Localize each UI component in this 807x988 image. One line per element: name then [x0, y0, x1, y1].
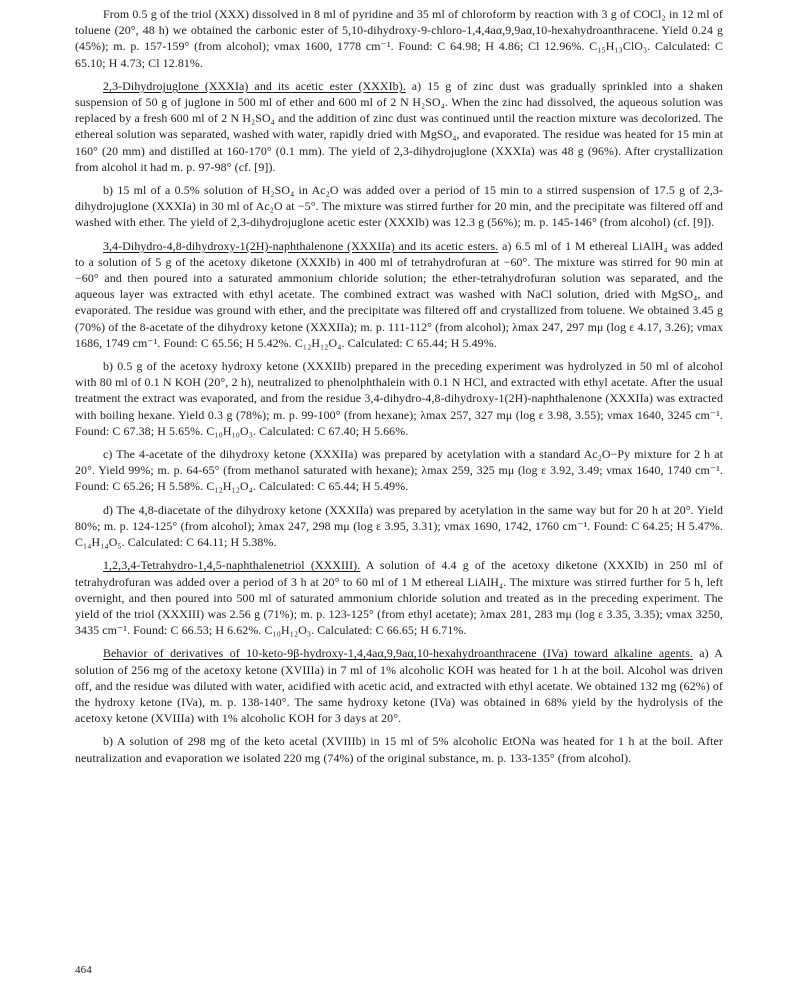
paragraph-alkaline-behavior	[75, 645, 723, 726]
paragraph-text: From 0.5 g of the triol (XXX) dissolved in 8 ml of pyridine and 35 ml of chloroform by reaction with 3 g of COCl₂ in 12 ml of toluene (20°, 48 h) we obtained the carbonic ester of 5,10-dihydroxy-9-chloro-1,4,4aα,9,9aα,10-hexahydroanthracene. Yield 0.24 g (45%); m. p. 157-159° (from alcohol); νmax 1600, 1778 cm⁻¹. Found: C 64.98; H 4.86; Cl 12.96%. C₁₅H₁₃ClO₃. Calculated: C 65.10; H 4.73; Cl 12.81%.	[75, 7, 723, 70]
paragraph-dihydrojuglone-acetate	[75, 182, 723, 231]
paragraph-diacetate	[75, 502, 723, 551]
paragraph-hydrolysis	[75, 358, 723, 439]
paragraph-naphthalenone	[75, 238, 723, 351]
text-block	[75, 6, 723, 773]
paragraph-4-acetate	[75, 446, 723, 495]
paragraph-text: b) 15 ml of a 0.5% solution of H₂SO₄ in Ac₂O was added over a period of 15 min to a stirred suspension of 17.5 g of 2,3-dihydrojuglone (XXXIa) in 30 ml of Ac₂O at −5°. The mixture was stirred further for 20 min, and the precipitate was filtered off and washed with ether. The yield of 2,3-dihydrojuglone acetic ester (XXXIb) was 12.3 g (56%); m. p. 145-146° (from alcohol) (cf. [9]).	[75, 183, 723, 230]
paragraph-carbonic-ester	[75, 6, 723, 71]
paragraph-text: b) 0.5 g of the acetoxy hydroxy ketone (XXXIIb) prepared in the preceding experiment was hydrolyzed in 50 ml of alcohol with 80 ml of 0.1 N KOH (20°, 2 h), neutralized to phenolphthalein with 0.1 N HCl, and extracted with ethyl acetate. After the usual treatment the extract was evaporated, and from the residue 3,4-dihydro-4,8-dihydroxy-1(2H)-naphthalenone (XXXIIa) was extracted with boiling hexane. Yield 0.3 g (78%); m. p. 99-100° (from hexane); λmax 257, 327 mμ (log ε 3.98, 3.55); νmax 1640, 3245 cm⁻¹. Found: C 67.38; H 5.65%. C₁₀H₁₀O₃. Calculated: C 67.40; H 5.66%.	[75, 359, 723, 438]
page-number: 464	[75, 964, 92, 976]
paragraph-keto-acetal	[75, 733, 723, 765]
section-heading: 1,2,3,4-Tetrahydro-1,4,5-naphthalenetriol (XXXIII).	[103, 558, 361, 573]
paragraph-dihydrojuglone	[75, 78, 723, 175]
paragraph-text: a) A solution of 256 mg of the acetoxy ketone (XVIIIa) in 7 ml of 1% alcoholic KOH was heated for 1 h at the boil. Alcohol was driven off, and the residue was diluted with water, acidified with acetic acid, and extracted with ethyl acetate. We obtained 132 mg (62%) of the hydroxy ketone (IVa), m. p. 138-140°. The same hydroxy ketone (IVa) was obtained in 68% yield by the hydrolysis of the acetoxy ketone (XVIIIa) with 1% alcoholic KOH for 3 days at 20°.	[75, 646, 723, 726]
paragraph-text: a) 6.5 ml of 1 M ethereal LiAlH₄ was added to a solution of 5 g of the acetoxy diketone (XXXIb) in 400 ml of tetrahydrofuran at −60°. The mixture was stirred for 90 min at −60° and then poured into a saturated ammonium chloride solution; the ether-tetrahydrofuran solution was separated, and the aqueous layer was extracted with ethyl acetate. The combined extract was washed with NaCl solution, dried with MgSO₄, and evaporated. The residue was ground with ether, and the precipitate was filtered off and crystallized from toluene. We obtained 3.45 g (70%) of the 8-acetate of the dihydroxy ketone (XXXIIa); m. p. 111-112° (from alcohol); λmax 247, 297 mμ (log ε 4.17, 3.26); νmax 1686, 1749 cm⁻¹. Found: C 65.56; H 5.42%. C₁₂H₁₂O₄. Calculated: C 65.44; H 5.49%.	[75, 238, 723, 350]
section-heading: 2,3-Dihydrojuglone (XXXIa) and its acetic ester (XXXIb).	[103, 78, 406, 93]
section-heading: Behavior of derivatives of 10-keto-9β-hydroxy-1,4,4aα,9,9aα,10-hexahydroanthracene (IVa) toward alkaline agents.	[103, 646, 693, 661]
paragraph-text: a) 15 g of zinc dust was gradually sprinkled into a shaken suspension of 50 g of juglone in 500 ml of ether and 600 ml of 2 N H₂SO₄. When the zinc had dissolved, the aqueous solution was replaced by a fresh 600 ml of 2 N H₂SO₄ and the addition of zinc dust was continued until the reaction mixture was decolorized. The ethereal solution was separated, washed with water, rapidly dried with MgSO₄, and evaporated. The residue was heated for 15 min at 160° (20 mm) and distilled at 160-170° (0.1 mm). The yield of 2,3-dihydrojuglone (XXXIa) was 48 g (96%). After crystallization from alcohol it had m. p. 97-98° (cf. [9]).	[75, 78, 723, 174]
paragraph-naphthalenetriol	[75, 557, 723, 638]
paragraph-text: c) The 4-acetate of the dihydroxy ketone (XXXIIa) was prepared by acetylation with a standard Ac₂O−Py mixture for 2 h at 20°. Yield 99%; m. p. 64-65° (from methanol saturated with hexane); λmax 259, 325 mμ (log ε 3.92, 3.49; νmax 1640, 1740 cm⁻¹. Found: C 65.26; H 5.58%. C₁₂H₁₂O₄. Calculated: C 65.44; H 5.49%.	[75, 447, 723, 494]
paragraph-text: d) The 4,8-diacetate of the dihydroxy ketone (XXXIIa) was prepared by acetylation in the same way but for 20 h at 20°. Yield 80%; m. p. 124-125° (from alcohol); λmax 247, 298 mμ (log ε 3.95, 3.31); νmax 1690, 1742, 1760 cm⁻¹. Found: C 64.25; H 5.47%. C₁₄H₁₄O₅. Calculated: C 64.11; H 5.38%.	[75, 502, 723, 550]
section-heading: 3,4-Dihydro-4,8-dihydroxy-1(2H)-naphthalenone (XXXIIa) and its acetic esters.	[103, 238, 499, 253]
paragraph-text: A solution of 4.4 g of the acetoxy diketone (XXXIb) in 250 ml of tetrahydrofuran was added over a period of 3 h at 20° to 60 ml of 1 M ethereal LiAlH₄. The mixture was stirred further for 5 h, left overnight, and then poured into 500 ml of saturated ammonium chloride solution and treated as in the preceding experiment. The yield of the triol (XXXIII) was 2.56 g (71%); m. p. 123-125° (from ethyl acetate); λmax 281, 283 mμ (log ε 3.35, 3.35); νmax 3250, 3435 cm⁻¹. Found: C 66.53; H 6.62%. C₁₀H₁₂O₃. Calculated: C 66.65; H 6.71%.	[75, 558, 723, 638]
paragraph-text: b) A solution of 298 mg of the keto acetal (XVIIIb) in 15 ml of 5% alcoholic EtONa was heated for 1 h at the boil. After neutralization and evaporation we isolated 220 mg (74%) of the original substance, m. p. 133-135° (from alcohol).	[75, 734, 723, 765]
